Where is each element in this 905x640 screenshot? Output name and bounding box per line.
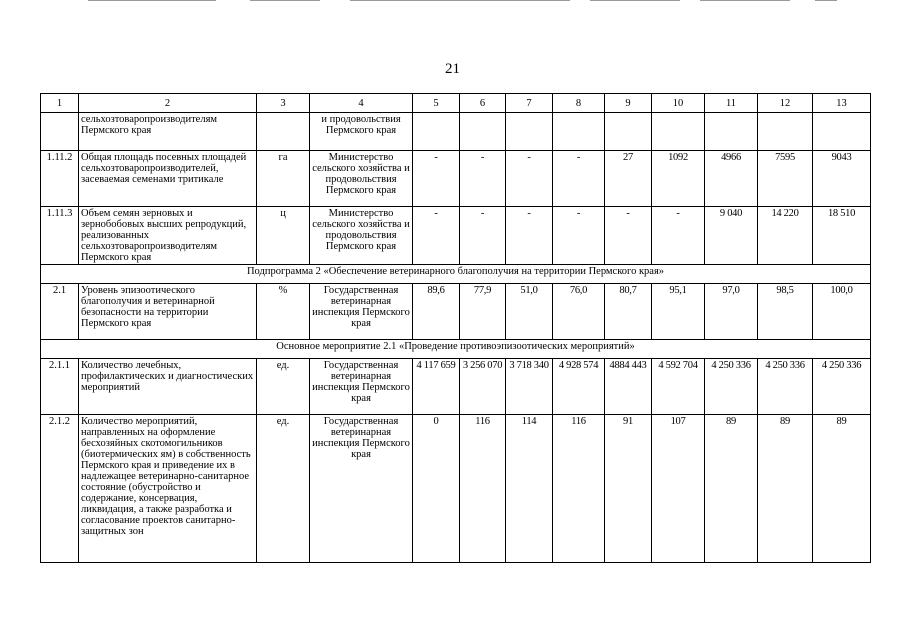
responsible-executor: Министерство сельского хозяйства и продовольствия Пермского края — [310, 151, 413, 207]
value-col-8: 116 — [553, 415, 605, 563]
column-number-10: 10 — [652, 94, 705, 113]
indicator-name: Уровень эпизоотического благополучия и ветеринарной безопасности на территории Пермского края — [79, 284, 257, 340]
top-edge-mark — [815, 0, 837, 1]
value-col-9: - — [605, 207, 652, 265]
value-col-6: 77,9 — [460, 284, 506, 340]
top-edge-mark — [350, 0, 570, 1]
value-col-10: 1092 — [652, 151, 705, 207]
value-col-8: 76,0 — [553, 284, 605, 340]
column-number-12: 12 — [758, 94, 813, 113]
section-title: Подпрограмма 2 «Обеспечение ветеринарного благополучия на территории Пермского края» — [41, 265, 871, 284]
value-col-10: 95,1 — [652, 284, 705, 340]
responsible-executor: Государственная ветеринарная инспекция Пермского края — [310, 359, 413, 415]
unit-of-measure — [257, 113, 310, 151]
section-title: Основное мероприятие 2.1 «Проведение противоэпизоотических мероприятий» — [41, 340, 871, 359]
indicator-code: 2.1.1 — [41, 359, 79, 415]
value-col-11: 4966 — [705, 151, 758, 207]
value-col-9: 4884 443 — [605, 359, 652, 415]
value-col-5 — [413, 113, 460, 151]
value-col-5: 89,6 — [413, 284, 460, 340]
table-row — [41, 359, 871, 415]
value-col-13: 9043 — [813, 151, 871, 207]
table-row — [41, 207, 871, 265]
top-edge-mark — [700, 0, 790, 1]
value-col-9 — [605, 113, 652, 151]
value-col-11: 97,0 — [705, 284, 758, 340]
value-col-13: 18 510 — [813, 207, 871, 265]
column-number-3: 3 — [257, 94, 310, 113]
value-col-8 — [553, 113, 605, 151]
value-col-5: - — [413, 207, 460, 265]
value-col-11: 9 040 — [705, 207, 758, 265]
column-number-9: 9 — [605, 94, 652, 113]
column-number-4: 4 — [310, 94, 413, 113]
value-col-8: - — [553, 207, 605, 265]
value-col-7: 3 718 340 — [506, 359, 553, 415]
column-number-7: 7 — [506, 94, 553, 113]
value-col-13: 4 250 336 — [813, 359, 871, 415]
indicator-name: Количество лечебных, профилактических и диагностических мероприятий — [79, 359, 257, 415]
value-col-5: 0 — [413, 415, 460, 563]
indicators-table — [40, 93, 871, 563]
responsible-executor: Государственная ветеринарная инспекция Пермского края — [310, 415, 413, 563]
value-col-9: 80,7 — [605, 284, 652, 340]
section-row — [41, 340, 871, 359]
indicator-code: 2.1.2 — [41, 415, 79, 563]
responsible-executor: Государственная ветеринарная инспекция Пермского края — [310, 284, 413, 340]
value-col-10 — [652, 113, 705, 151]
indicator-name: сельхозтоваропроизводителям Пермского края — [79, 113, 257, 151]
value-col-10: 4 592 704 — [652, 359, 705, 415]
value-col-11 — [705, 113, 758, 151]
indicator-code — [41, 113, 79, 151]
table-row — [41, 113, 871, 151]
column-number-6: 6 — [460, 94, 506, 113]
column-number-1: 1 — [41, 94, 79, 113]
value-col-12 — [758, 113, 813, 151]
column-number-5: 5 — [413, 94, 460, 113]
indicator-name: Общая площадь посевных площадей сельхозтоваропроизводителей, засеваемая семенами тритикале — [79, 151, 257, 207]
value-col-9: 27 — [605, 151, 652, 207]
value-col-5: 4 117 659 — [413, 359, 460, 415]
indicator-name: Количество мероприятий, направленных на оформление бесхозяйных скотомогильников (биотермических ям) в собственность Пермского края и приведение их в надлежащее ветеринарно-санитарное состояние (обустройство и содержание, консервация, ликвидация, а также разработка и согласование проектов санитарно-защитных зон — [79, 415, 257, 563]
value-col-13 — [813, 113, 871, 151]
value-col-8: 4 928 574 — [553, 359, 605, 415]
column-number-13: 13 — [813, 94, 871, 113]
value-col-12: 4 250 336 — [758, 359, 813, 415]
indicator-code: 1.11.2 — [41, 151, 79, 207]
section-row — [41, 265, 871, 284]
top-edge-mark — [250, 0, 320, 1]
value-col-9: 91 — [605, 415, 652, 563]
value-col-7: 114 — [506, 415, 553, 563]
page-number: 21 — [445, 61, 460, 77]
value-col-12: 98,5 — [758, 284, 813, 340]
responsible-executor: Министерство сельского хозяйства и продовольствия Пермского края — [310, 207, 413, 265]
value-col-11: 4 250 336 — [705, 359, 758, 415]
value-col-7: - — [506, 207, 553, 265]
value-col-7: 51,0 — [506, 284, 553, 340]
responsible-executor: и продовольствия Пермского края — [310, 113, 413, 151]
value-col-13: 100,0 — [813, 284, 871, 340]
value-col-11: 89 — [705, 415, 758, 563]
indicator-name: Объем семян зерновых и зернобобовых высших репродукций, реализованных сельхозтоваропроизводителям Пермского края — [79, 207, 257, 265]
unit-of-measure: га — [257, 151, 310, 207]
value-col-6: - — [460, 151, 506, 207]
column-number-11: 11 — [705, 94, 758, 113]
unit-of-measure: ед. — [257, 359, 310, 415]
value-col-12: 14 220 — [758, 207, 813, 265]
table-header-row — [41, 94, 871, 113]
value-col-8: - — [553, 151, 605, 207]
value-col-6 — [460, 113, 506, 151]
value-col-6: 116 — [460, 415, 506, 563]
top-edge-mark — [590, 0, 680, 1]
table-row — [41, 151, 871, 207]
value-col-5: - — [413, 151, 460, 207]
indicator-code: 1.11.3 — [41, 207, 79, 265]
unit-of-measure: % — [257, 284, 310, 340]
indicator-code: 2.1 — [41, 284, 79, 340]
value-col-12: 7595 — [758, 151, 813, 207]
value-col-10: - — [652, 207, 705, 265]
table-row — [41, 415, 871, 563]
column-number-2: 2 — [79, 94, 257, 113]
value-col-10: 107 — [652, 415, 705, 563]
unit-of-measure: ц — [257, 207, 310, 265]
value-col-13: 89 — [813, 415, 871, 563]
value-col-7: - — [506, 151, 553, 207]
value-col-7 — [506, 113, 553, 151]
table-row — [41, 284, 871, 340]
value-col-12: 89 — [758, 415, 813, 563]
column-number-8: 8 — [553, 94, 605, 113]
top-edge-mark — [88, 0, 216, 1]
value-col-6: 3 256 070 — [460, 359, 506, 415]
value-col-6: - — [460, 207, 506, 265]
unit-of-measure: ед. — [257, 415, 310, 563]
